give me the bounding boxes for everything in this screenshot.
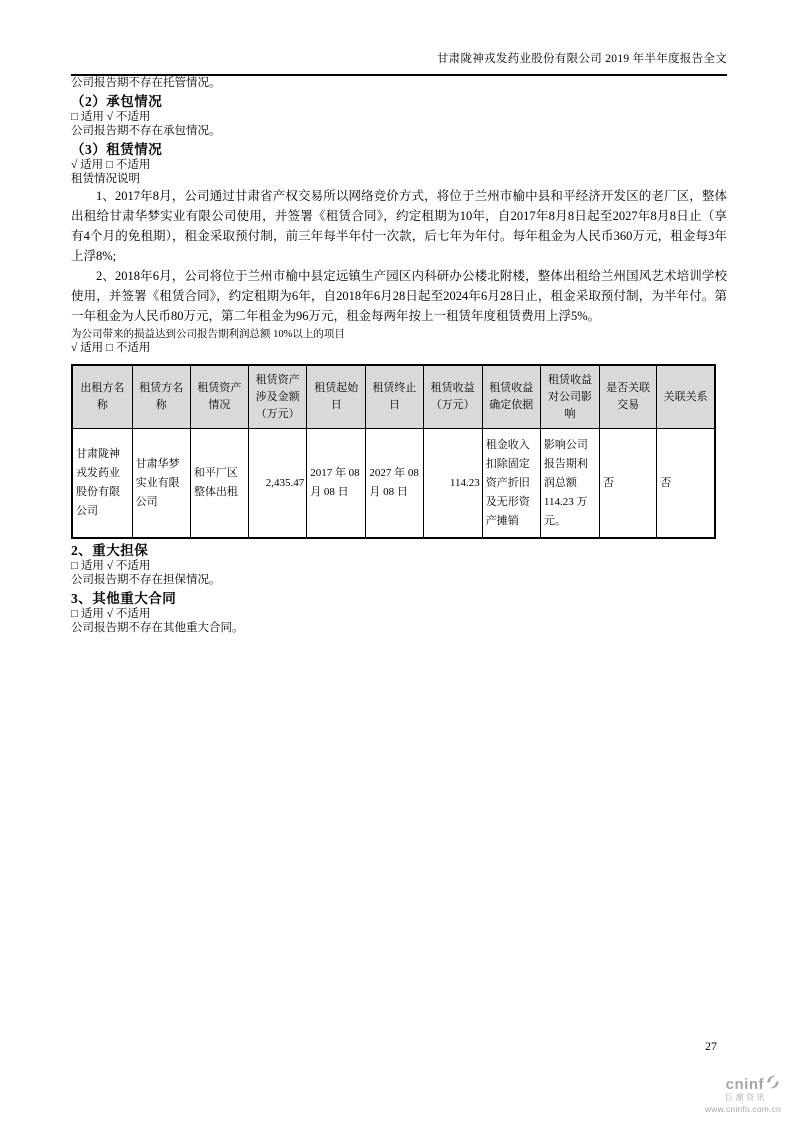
section-heading-contracting: （2）承包情况 xyxy=(71,94,163,109)
cell-income: 114.23 xyxy=(423,429,482,539)
cell-end-date: 2027 年 08 月 08 日 xyxy=(366,429,423,539)
header-cell-lessor: 出租方名称 xyxy=(72,365,132,429)
section-heading-lease: （3）租赁情况 xyxy=(71,142,163,157)
header-cell-asset: 租赁资产情况 xyxy=(190,365,248,429)
lease-table xyxy=(71,364,716,539)
contracting-note: 公司报告期不存在承包情况。 xyxy=(71,125,221,137)
header-cell-impact: 租赁收益对公司影响 xyxy=(540,365,599,429)
lease-paragraph-1: 1、2017年8月，公司通过甘肃省产权交易所以网络竞价方式，将位于兰州市榆中县和平经济开发区的老厂区，整体出租给甘肃华梦实业有限公司使用，并签署《租赁合同》，约定租期为10年，自2017年8月8日起至2027年8月8日止（享有4个月的免租期），租金采取预付制，前三年每半年付一次款，后七年为年付。每年租金为人民币360万元，租金每3年上浮8%; xyxy=(71,189,727,263)
header-cell-amount: 租赁资产涉及金额（万元） xyxy=(249,365,307,429)
lease-table-applicability-line: √ 适用 □ 不适用 xyxy=(71,342,151,354)
page-content xyxy=(71,50,727,635)
header-cell-income-basis: 租赁收益确定依据 xyxy=(482,365,540,429)
cell-income-basis: 租金收入扣除固定资产折旧及无形资产摊销 xyxy=(482,429,540,539)
lease-note-title: 租赁情况说明 xyxy=(71,173,140,185)
cell-start-date: 2017 年 08 月 08 日 xyxy=(307,429,366,539)
other-contracts-note: 公司报告期不存在其他重大合同。 xyxy=(71,622,244,634)
profit-threshold-note: 为公司带来的损益达到公司报告期利润总额 10%以上的项目 xyxy=(71,329,345,340)
cninfo-logo xyxy=(671,1074,781,1114)
guarantee-note: 公司报告期不存在担保情况。 xyxy=(71,574,221,586)
page-number: 27 xyxy=(705,1039,717,1053)
header-cell-end-date: 租赁终止日 xyxy=(366,365,423,429)
cninfo-logo-subtitle: 巨潮资讯 xyxy=(725,1093,767,1102)
cell-impact: 影响公司报告期利润总额 114.23 万元。 xyxy=(540,429,599,539)
cell-lessor: 甘肃陇神戎发药业股份有限公司 xyxy=(72,429,132,539)
lease-applicability-line: √ 适用 □ 不适用 xyxy=(71,159,151,171)
custody-note: 公司报告期不存在托管情况。 xyxy=(71,77,221,89)
report-header-title: 甘肃陇神戎发药业股份有限公司 2019 年半年度报告全文 xyxy=(436,53,727,65)
lease-table-data-row xyxy=(72,429,715,539)
contracting-applicability-line: □ 适用 √ 不适用 xyxy=(71,111,151,123)
header-cell-lessee: 租赁方名称 xyxy=(132,365,190,429)
cell-asset: 和平厂区整体出租 xyxy=(190,429,248,539)
cell-related-transaction: 否 xyxy=(600,429,657,539)
cell-relationship: 否 xyxy=(657,429,715,539)
section-heading-guarantee: 2、重大担保 xyxy=(71,543,149,558)
header-cell-relationship: 关联关系 xyxy=(657,365,715,429)
cell-amount: 2,435.47 xyxy=(249,429,307,539)
other-contracts-applicability-line: □ 适用 √ 不适用 xyxy=(71,608,151,620)
cninfo-swirl-icon xyxy=(765,1074,781,1095)
cell-lessee: 甘肃华梦实业有限公司 xyxy=(132,429,190,539)
cninfo-logo-url: www.cninfo.com.cn xyxy=(704,1104,781,1114)
guarantee-applicability-line: □ 适用 √ 不适用 xyxy=(71,560,151,572)
header-cell-income: 租赁收益（万元） xyxy=(423,365,482,429)
section-heading-other-contracts: 3、其他重大合同 xyxy=(71,591,177,606)
lease-paragraph-2: 2、2018年6月，公司将位于兰州市榆中县定远镇生产园区内科研办公楼北附楼，整体出租给兰州国风艺术培训学校使用，并签署《租赁合同》，约定租期为6年，自2018年6月28日起至2024年6月28日止，租金采取预付制，为半年付。第一年租金为人民币80万元，第二年租金为96万元，租金每两年按上一租赁年度租赁费用上浮5%。 xyxy=(71,269,727,323)
header-cell-start-date: 租赁起始日 xyxy=(307,365,366,429)
header-cell-related-transaction: 是否关联交易 xyxy=(600,365,657,429)
lease-table-header-row xyxy=(72,365,715,429)
cninfo-logo-text: cninf xyxy=(725,1076,764,1093)
